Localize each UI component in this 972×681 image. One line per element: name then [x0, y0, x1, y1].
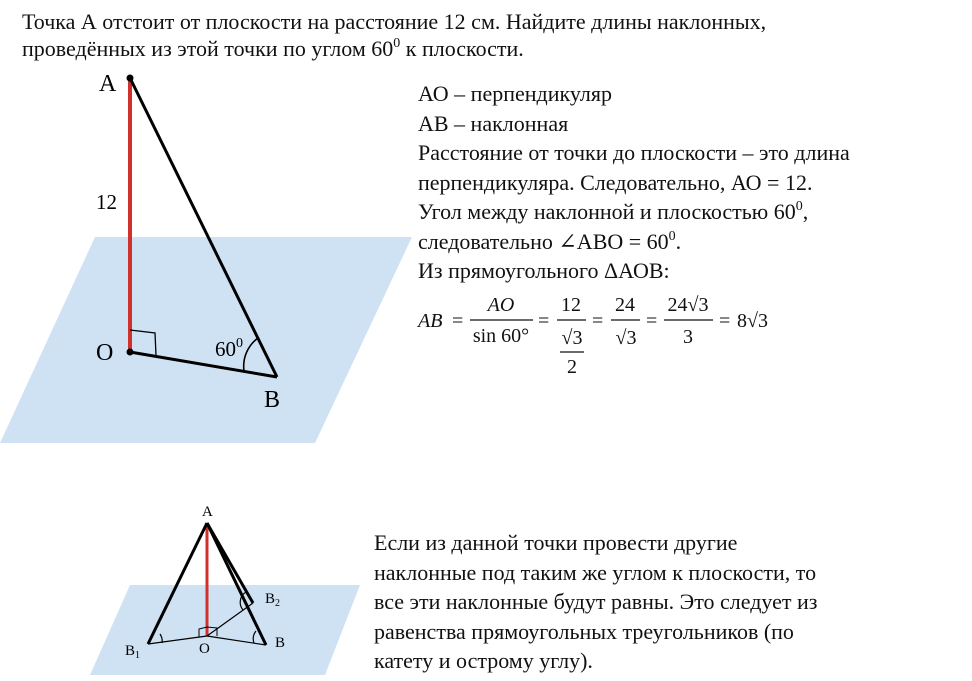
frac2-numerator: 12: [561, 294, 581, 316]
conclusion: [374, 528, 954, 676]
explanation-line-2: АВ – наклонная: [418, 110, 569, 136]
frac4-denominator: 3: [683, 326, 693, 348]
formula: [416, 294, 768, 378]
formula-eq-3: =: [592, 310, 604, 332]
frac2-den-numerator: √3: [561, 327, 583, 349]
frac3-numerator: 24: [615, 294, 635, 316]
frac2-den-denominator: 2: [567, 356, 577, 378]
explanation-line-7: Из прямоугольного ΔАОВ:: [418, 258, 670, 283]
formula-eq-1: =: [452, 310, 464, 332]
explanation-line-4: перпендикуляра. Следовательно, АО = 12.: [418, 169, 813, 195]
formula-eq-2: =: [538, 310, 550, 332]
length-label-12: 12: [96, 190, 117, 214]
label-a-2: A: [202, 504, 213, 520]
conclusion-line-5: катету и острому углу).: [374, 648, 593, 673]
label-o-2: O: [199, 641, 210, 657]
explanation-line-3: Расстояние от точки до плоскости – это длина: [418, 140, 850, 165]
problem-line-2: проведённых из этой точки по углом $60^0$ к плоскости.: [22, 36, 524, 61]
label-b2: $B_2$: [265, 591, 281, 609]
formula-eq-4: =: [646, 310, 658, 332]
point-a: [127, 75, 134, 82]
label-a: А: [99, 71, 117, 97]
frac1-denominator: sin 60°: [472, 325, 530, 347]
formula-eq-5: =: [719, 310, 731, 332]
frac3-denominator: √3: [615, 327, 637, 349]
conclusion-line-4: равенства прямоугольных треугольников (по: [374, 618, 794, 644]
diagram-2: [90, 504, 360, 675]
label-o: О: [96, 340, 114, 366]
explanation: [418, 79, 938, 286]
conclusion-line-1: Если из данной точки провести другие: [374, 530, 738, 555]
frac4-numerator: 24√3: [667, 294, 709, 316]
explanation-line-6: следовательно ∠АВО = $60^0$.: [418, 228, 682, 254]
diagram-1: [0, 71, 412, 443]
formula-result: 8√3: [737, 310, 768, 332]
explanation-line-5: Угол между наклонной и плоскостью $60^0$,: [418, 199, 809, 224]
plane-1: [0, 237, 412, 443]
label-b: В: [264, 387, 281, 413]
formula-lhs: AB: [418, 310, 443, 332]
plane-2: [90, 585, 360, 675]
point-o: [127, 349, 134, 356]
label-b1: $B_1$: [125, 643, 141, 661]
label-b-2: B: [275, 635, 286, 651]
conclusion-line-3: все эти наклонные будут равны. Это следует из: [374, 589, 818, 614]
conclusion-line-2: наклонные под таким же углом к плоскости, то: [374, 559, 817, 585]
explanation-line-1: АО – перпендикуляр: [418, 81, 613, 106]
angle-label: $60^0$: [215, 336, 243, 361]
frac1-numerator: AO: [487, 294, 515, 316]
problem-line-1: Точка А отстоит от плоскости на расстояние 12 см. Найдите длины наклонных,: [22, 9, 767, 34]
